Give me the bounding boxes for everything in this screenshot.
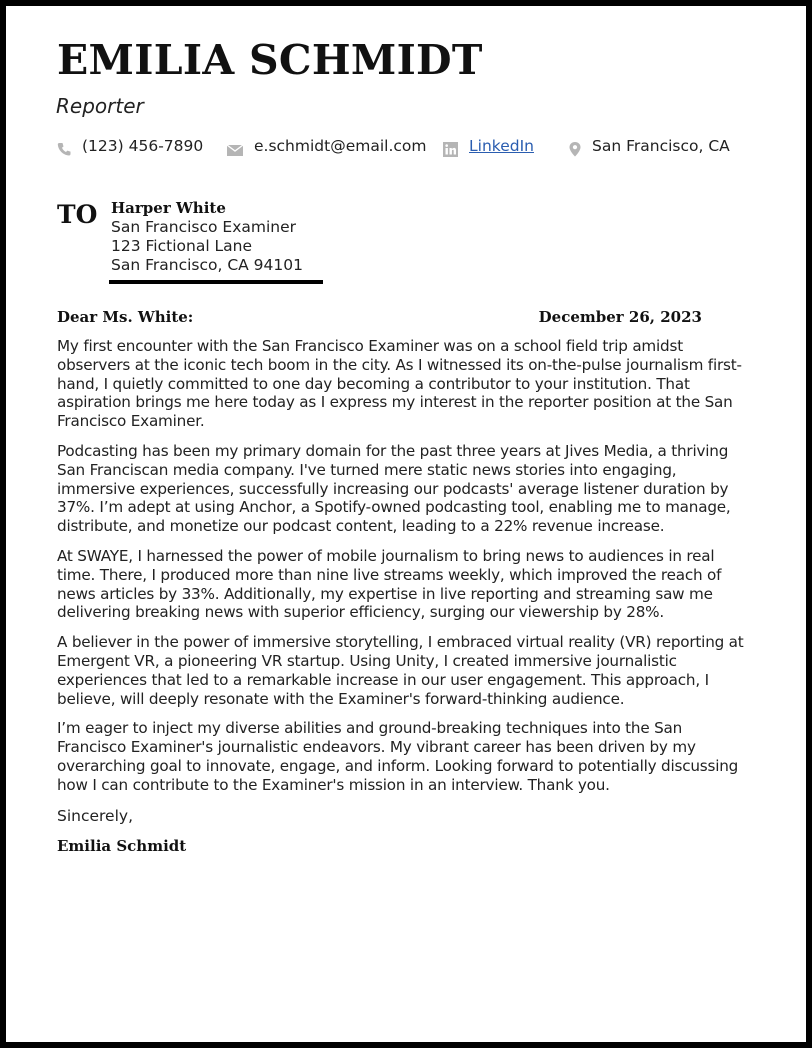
letter-body [57, 337, 747, 806]
contact-linkedin[interactable] [442, 136, 534, 156]
recipient-block [111, 199, 303, 275]
linkedin-link[interactable]: LinkedIn [469, 137, 534, 155]
signature: Emilia Schmidt [57, 837, 187, 855]
contact-email [226, 136, 426, 156]
applicant-name: EMILIA SCHMIDT [57, 36, 483, 84]
contact-location [568, 136, 730, 156]
applicant-role: Reporter [56, 94, 144, 118]
to-label: TO [57, 200, 98, 229]
recipient-company: San Francisco Examiner [111, 218, 297, 236]
body-paragraph-5: I’m eager to inject my diverse abilities and ground-breaking techniques into the San Francisco Examiner's journalistic endeavors. My vibrant career has been driven by my overarching goal to innovate, engage, and inform. Looking forward to potentially discussing how I can contribute to the Examiner's mission in an interview. Thank you. [57, 719, 739, 794]
recipient-street: 123 Fictional Lane [111, 237, 253, 255]
email-icon [226, 141, 244, 157]
body-paragraph-4: A believer in the power of immersive storytelling, I embraced virtual reality (VR) reporting at Emergent VR, a pioneering VR startup. Using Unity, I created immersive journalistic experiences that led to a remarkable increase in our user engagement. This approach, I believe, will deeply resonate with the Examiner's forward-thinking audience. [57, 633, 744, 708]
linkedin-icon [442, 141, 459, 157]
contact-phone [56, 136, 203, 156]
closing: Sincerely, [57, 807, 134, 825]
contact-bar [6, 136, 806, 156]
recipient-name: Harper White [111, 199, 226, 217]
phone-text: (123) 456-7890 [82, 137, 204, 155]
phone-icon [56, 141, 72, 157]
location-icon [568, 141, 582, 157]
email-text[interactable]: e.schmidt@email.com [254, 137, 427, 155]
body-paragraph-3: At SWAYE, I harnessed the power of mobile journalism to bring news to audiences in real time. There, I produced more than nine live streams weekly, which improved the reach of news articles by 33%. Additionally, my expertise in live reporting and streaming saw me delivering breaking news with superior efficiency, surging our viewership by 28%. [57, 546, 722, 622]
recipient-divider [109, 280, 323, 284]
salutation: Dear Ms. White: [57, 308, 194, 326]
body-paragraph-2: Podcasting has been my primary domain for the past three years at Jives Media, a thriving San Franciscan media company. I've turned mere static news stories into engaging, immersive experiences, successfully increasing our podcasts' average listener duration by 37%. I’m adept at using Anchor, a Spotify-owned podcasting tool, enabling me to manage, distribute, and monetize our podcast content, leading to a 22% revenue increase. [57, 441, 731, 536]
body-paragraph-1: My first encounter with the San Francisco Examiner was on a school field trip amidst observers at the iconic tech boom in the city. As I witnessed its on-the-pulse journalism first-hand, I quietly committed to one day becoming a contributor to your institution. That aspiration brings me here today as I express my interest in the reporter position at the San Francisco Examiner. [57, 337, 742, 431]
recipient-city: San Francisco, CA 94101 [111, 256, 303, 274]
location-text: San Francisco, CA [592, 137, 730, 155]
letter-date: December 26, 2023 [538, 308, 702, 326]
